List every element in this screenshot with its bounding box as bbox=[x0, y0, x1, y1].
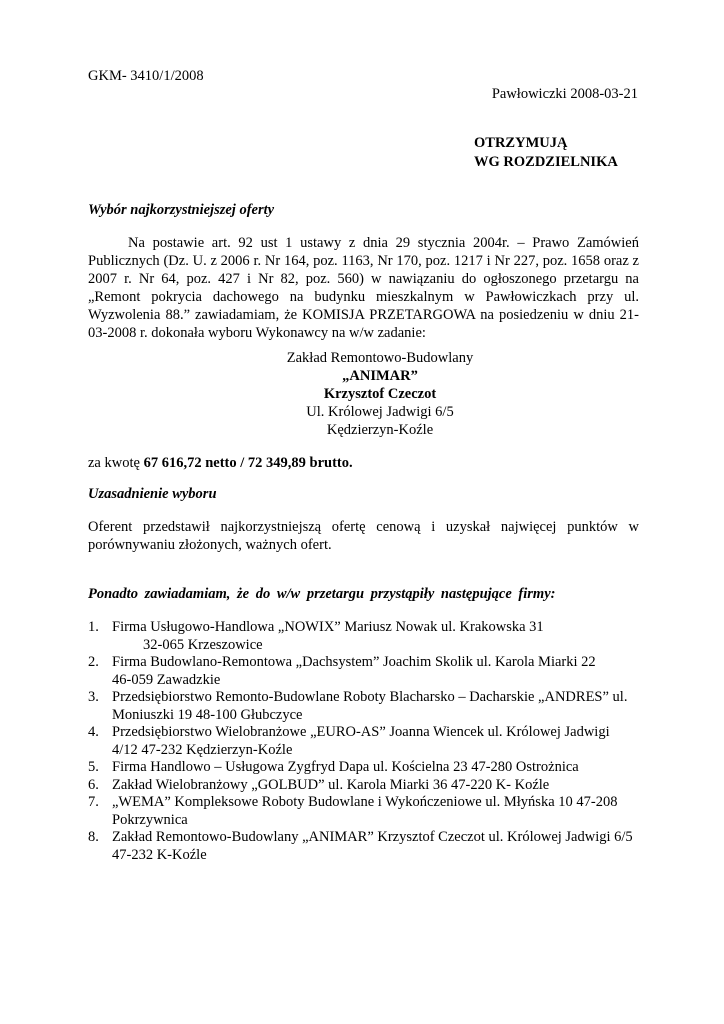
justification-text: Oferent przedstawił najkorzystniejszą ofertę cenową i uzyskał najwięcej punktów w porównywaniu złożonych, ważnych ofert. bbox=[88, 519, 639, 553]
list-item-text: Firma Handlowo – Usługowa Zygfryd Dapa ul. Kościelna 23 47-280 Ostrożnica bbox=[112, 759, 579, 775]
contractor-company: Zakład Remontowo-Budowlany bbox=[286, 350, 474, 366]
selected-contractor bbox=[230, 349, 530, 439]
recipient-line-1: OTRZYMUJĄ bbox=[474, 135, 568, 151]
list-item-number: 2. bbox=[88, 654, 99, 670]
justification-heading: Uzasadnienie wyboru bbox=[88, 486, 217, 502]
list-item-text-continued: 32-065 Krzeszowice bbox=[143, 636, 263, 653]
firms-heading: Ponadto zawiadamiam, że do w/w przetargu przystąpiły następujące firmy: bbox=[88, 586, 556, 602]
contractor-name: „ANIMAR” bbox=[342, 368, 418, 384]
list-item bbox=[88, 777, 648, 795]
list-item-number: 7. bbox=[88, 794, 99, 810]
list-item bbox=[88, 689, 648, 724]
list-item-text-continued: 46-059 Zawadzkie bbox=[112, 671, 221, 688]
list-item bbox=[88, 794, 648, 829]
list-item-number: 1. bbox=[88, 619, 99, 635]
list-item-text: Przedsiębiorstwo Wielobranżowe „EURO-AS” Joanna Wiencek ul. Królowej Jadwigi bbox=[112, 724, 610, 740]
list-item bbox=[88, 724, 648, 759]
list-item bbox=[88, 759, 648, 777]
list-item-number: 3. bbox=[88, 689, 99, 705]
list-item-text-continued: 4/12 47-232 Kędzierzyn-Koźle bbox=[112, 741, 293, 758]
list-item-text-continued: Pokrzywnica bbox=[112, 811, 188, 828]
price-prefix: za kwotę bbox=[88, 455, 140, 471]
list-item-text: Przedsiębiorstwo Remonto-Budowlane Roboty Blacharsko – Dacharskie „ANDRES” ul. bbox=[112, 689, 628, 705]
list-item-number: 5. bbox=[88, 759, 99, 775]
list-item-number: 8. bbox=[88, 829, 99, 845]
price-amount: 67 616,72 netto / 72 349,89 brutto. bbox=[143, 455, 353, 471]
contractor-street: Ul. Królowej Jadwigi 6/5 bbox=[306, 404, 454, 420]
body-paragraph bbox=[88, 234, 639, 342]
contractor-owner: Krzysztof Czeczot bbox=[323, 386, 437, 402]
list-item-text-continued: 47-232 K-Koźle bbox=[112, 846, 207, 863]
list-item-number: 6. bbox=[88, 776, 99, 793]
document-reference: GKM- 3410/1/2008 bbox=[88, 68, 204, 84]
list-item bbox=[88, 654, 648, 689]
firms-list bbox=[88, 619, 648, 864]
list-item bbox=[88, 829, 648, 864]
list-item-text: Firma Budowlano-Remontowa „Dachsystem” Joachim Skolik ul. Karola Miarki 22 bbox=[112, 654, 596, 670]
place-date: Pawłowiczki 2008-03-21 bbox=[491, 86, 638, 102]
body-text: Na postawie art. 92 ust 1 ustawy z dnia 29 stycznia 2004r. – Prawo Zamówień Publicznych (Dz. U. z 2006 r. Nr 164, poz. 1163, Nr 170, poz. 1217 i Nr 227, poz. 1658 oraz z 2007 r. Nr 64, poz. 427 i Nr 82, poz. 560) w nawiązaniu do ogłoszonego przetargu na „Remont pokrycia dachowego na budynku mieszkalnym w Pawłowiczkach przy ul. Wyzwolenia 88.” zawiadamiam, że KOMISJA PRZETARGOWA na posiedzeniu w dniu 21-03-2008 r. dokonała wyboru Wykonawcy na w/w zadanie: bbox=[88, 235, 639, 341]
list-item-number: 4. bbox=[88, 724, 99, 740]
list-item-text: Firma Usługowo-Handlowa „NOWIX” Mariusz Nowak ul. Krakowska 31 bbox=[112, 619, 544, 635]
contractor-city: Kędzierzyn-Koźle bbox=[326, 422, 434, 438]
price-line bbox=[88, 455, 353, 472]
list-item-text-continued: Moniuszki 19 48-100 Głubczyce bbox=[112, 706, 303, 723]
recipient-block bbox=[474, 134, 618, 172]
list-item-text: „WEMA” Kompleksowe Roboty Budowlane i Wykończeniowe ul. Młyńska 10 47-208 bbox=[112, 794, 618, 810]
recipient-line-2: WG ROZDZIELNIKA bbox=[474, 154, 618, 170]
list-item bbox=[88, 619, 648, 654]
subject-heading: Wybór najkorzystniejszej oferty bbox=[88, 202, 275, 218]
list-item-text: Zakład Remontowo-Budowlany „ANIMAR” Krzysztof Czeczot ul. Królowej Jadwigi 6/5 bbox=[112, 829, 633, 845]
list-item-text: Zakład Wielobranżowy „GOLBUD” ul. Karola Miarki 36 47-220 K- Koźle bbox=[112, 776, 550, 793]
